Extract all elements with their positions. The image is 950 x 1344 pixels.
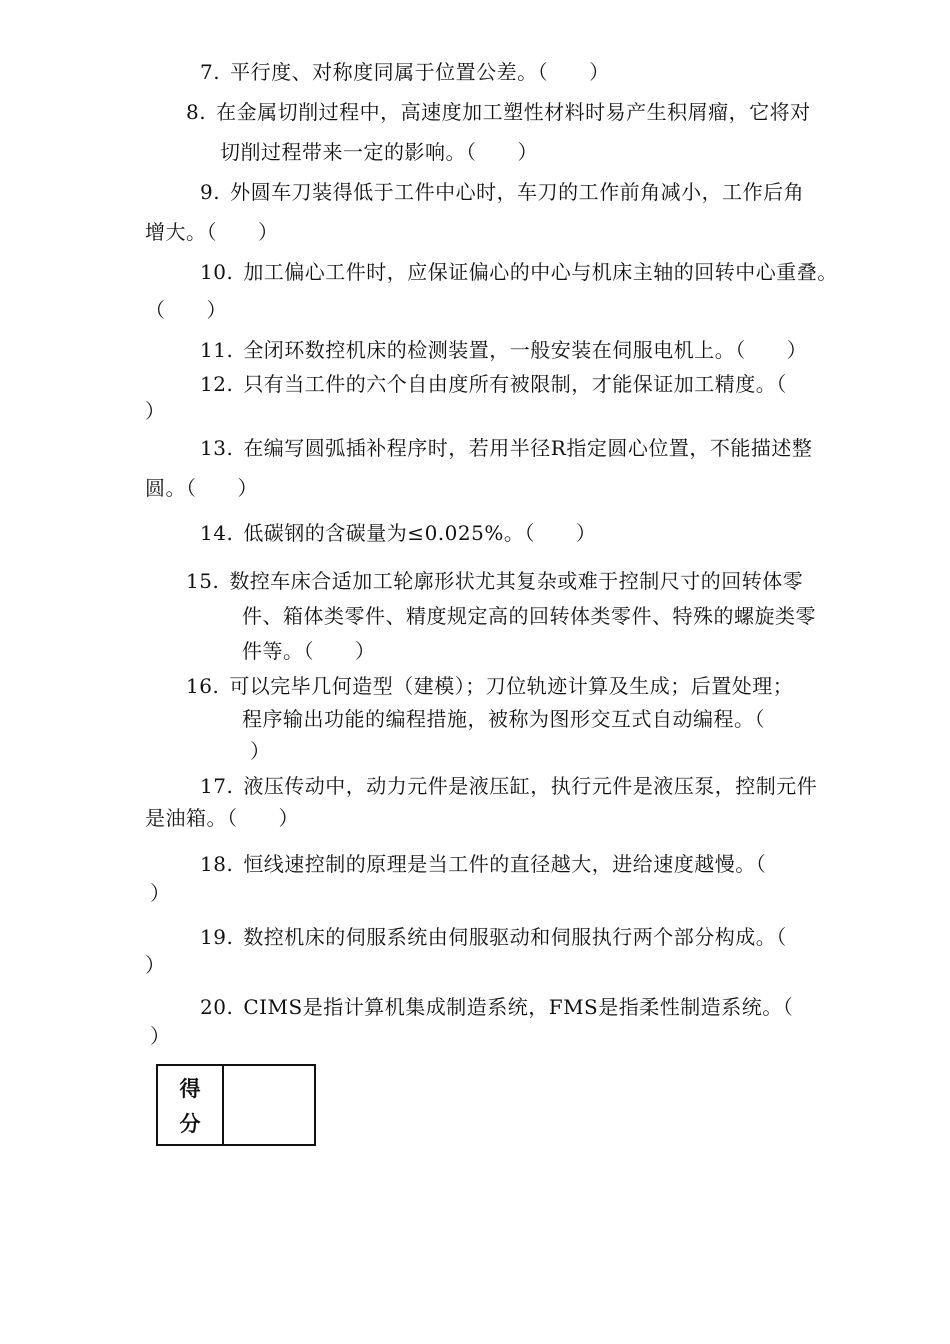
question-text: 圆。（ ） [145, 476, 258, 500]
question-text: 加工偏心工件时，应保证偏心的中心与机床主轴的回转中心重叠。 [243, 260, 838, 284]
question-number: 10. [200, 260, 234, 284]
question-number: 11. [200, 338, 234, 362]
question-text: 数控机床的伺服系统由伺服驱动和伺服执行两个部分构成。（ [243, 925, 787, 949]
question-text: 只有当工件的六个自由度所有被限制，才能保证加工精度。（ [243, 372, 787, 396]
question-text: ） [150, 1024, 171, 1048]
question-text: 件、箱体类零件、精度规定高的回转体类零件、特殊的螺旋类零 [242, 604, 816, 628]
question-13 [200, 436, 812, 460]
question-12-continuation [145, 399, 166, 423]
question-text: 在编写圆弧插补程序时，若用半径R指定圆心位置，不能描述整 [243, 436, 813, 460]
question-13-continuation [145, 476, 258, 500]
question-19 [200, 925, 787, 949]
question-number: 12. [200, 372, 234, 396]
question-text: 全闭环数控机床的检测装置，一般安装在伺服电机上。（ ） [243, 338, 808, 362]
score-label [158, 1066, 224, 1144]
question-16-continuation [242, 707, 765, 731]
question-number: 14. [200, 521, 234, 545]
question-text: （ ） [145, 298, 227, 322]
question-7 [200, 60, 610, 84]
question-text: CIMS是指计算机集成制造系统，FMS是指柔性制造系统。（ [243, 995, 794, 1019]
question-10-continuation [145, 298, 227, 322]
question-text: 低碳钢的含碳量为≤0.025%。（ ） [243, 521, 597, 545]
question-text: ） [250, 739, 271, 763]
question-number: 17. [200, 774, 234, 798]
question-15-continuation [242, 604, 816, 628]
question-16-continuation [250, 739, 271, 763]
question-number: 7. [200, 60, 221, 84]
question-17 [200, 774, 817, 798]
question-text: 程序输出功能的编程措施，被称为图形交互式自动编程。（ [242, 707, 765, 731]
question-15-continuation [242, 639, 376, 663]
question-number: 18. [200, 852, 234, 876]
question-number: 20. [200, 995, 234, 1019]
question-text: 增大。（ ） [145, 220, 279, 244]
question-number: 13. [200, 436, 234, 460]
question-17-continuation [145, 806, 299, 830]
question-20 [200, 995, 793, 1019]
question-text: ） [150, 881, 171, 905]
question-11 [200, 338, 807, 362]
question-20-continuation [150, 1024, 171, 1048]
question-text: 件等。（ ） [242, 639, 376, 663]
question-text: ） [145, 953, 166, 977]
question-text: 切削过程带来一定的影响。（ ） [220, 140, 538, 164]
question-9-continuation [145, 220, 279, 244]
question-number: 9. [200, 180, 221, 204]
question-number: 15. [186, 569, 220, 593]
score-label-bottom: 分 [179, 1111, 201, 1136]
score-box [156, 1064, 316, 1146]
score-value-cell[interactable] [224, 1066, 314, 1144]
question-number: 19. [200, 925, 234, 949]
question-text: 可以完毕几何造型（建模）；刀位轨迹计算及生成；后置处理； [229, 674, 794, 698]
question-18-continuation [150, 881, 171, 905]
question-text: 在金属切削过程中，高速度加工塑性材料时易产生积屑瘤，它将对 [216, 100, 811, 124]
question-15 [186, 569, 803, 593]
question-8-continuation [220, 140, 538, 164]
question-16 [186, 674, 793, 698]
question-10 [200, 260, 838, 284]
question-14 [200, 521, 596, 545]
question-text: 液压传动中，动力元件是液压缸，执行元件是液压泵，控制元件 [243, 774, 818, 798]
question-text: 恒线速控制的原理是当工件的直径越大，进给速度越慢。（ [243, 852, 767, 876]
question-number: 8. [186, 100, 207, 124]
question-12 [200, 372, 787, 396]
question-text: 平行度、对称度同属于位置公差。（ ） [230, 60, 610, 84]
question-9 [200, 180, 804, 204]
question-text: ） [145, 399, 166, 423]
question-text: 外圆车刀装得低于工件中心时，车刀的工作前角减小，工作后角 [230, 180, 805, 204]
question-number: 16. [186, 674, 220, 698]
question-19-continuation [145, 953, 166, 977]
question-text: 是油箱。（ ） [145, 806, 299, 830]
question-8 [186, 100, 811, 124]
question-18 [200, 852, 766, 876]
score-label-top: 得 [179, 1076, 201, 1101]
question-text: 数控车床合适加工轮廓形状尤其复杂或难于控制尺寸的回转体零 [229, 569, 804, 593]
